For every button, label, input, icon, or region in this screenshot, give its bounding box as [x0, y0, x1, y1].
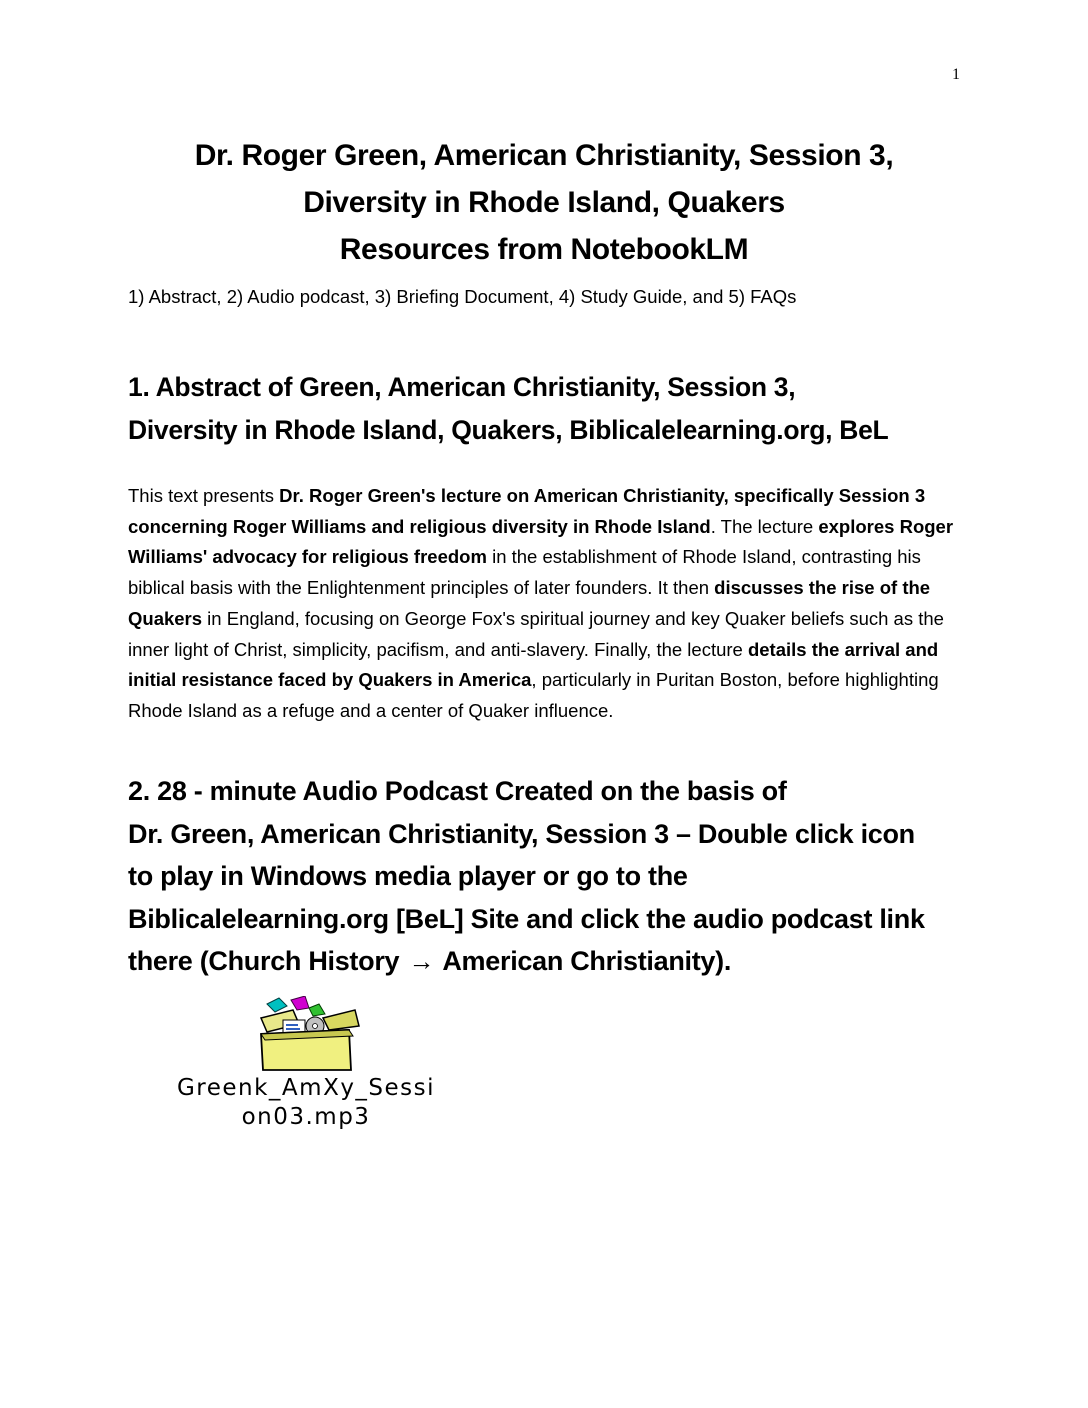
abstract-text-2: . The lecture — [710, 515, 819, 537]
media-file-label[interactable] — [130, 1074, 482, 1132]
podcast-heading-line-5 — [128, 940, 978, 983]
document-title — [110, 132, 978, 273]
title-line-1: Dr. Roger Green, American Christianity, Session 3, — [194, 139, 894, 172]
abstract-bold-4: details the arrival and initial resistance faced by Quakers in America — [128, 638, 939, 691]
abstract-text-4: in England, focusing on George Fox's spiritual journey and key Quaker beliefs such as the inner light of Christ, simplicity, pacifism, and anti-slavery. Finally, the lecture — [128, 607, 944, 660]
media-file-label-line-1: Greenk_AmXy_Sessi — [176, 1075, 436, 1101]
podcast-heading-line-3: to play in Windows media player or go to the — [128, 861, 688, 891]
abstract-paragraph — [128, 481, 970, 727]
arrow-right-icon: → — [408, 946, 435, 976]
media-file-label-line-2: on03.mp3 — [241, 1104, 371, 1130]
podcast-heading-line-5b: American Christianity). — [442, 946, 732, 976]
podcast-heading-line-5a: there (Church History — [128, 946, 400, 976]
page-number: 1 — [952, 66, 960, 83]
podcast-heading-line-2: Dr. Green, American Christianity, Session 3 – Double click icon — [128, 818, 915, 849]
abstract-bold-1: Dr. Roger Green's lecture on American Christianity, specifically Session 3 concerning Roger Williams and religious diversity in Rhode Island — [128, 485, 926, 537]
title-line-3: Resources from NotebookLM — [339, 233, 749, 266]
abstract-text-5: , particularly in Puritan Boston, before highlighting Rhode Island as a refuge and a center of Quaker influence. — [128, 669, 939, 721]
podcast-heading-line-1: 2. 28 - minute Audio Podcast Created on the basis of — [128, 776, 787, 806]
podcast-heading-line-4: Biblicalelearning.org [BeL] Site and click the audio podcast link — [128, 903, 925, 934]
resources-list: 1) Abstract, 2) Audio podcast, 3) Briefing Document, 4) Study Guide, and 5) FAQs — [128, 286, 797, 307]
abstract-text-1: This text presents — [128, 485, 280, 506]
abstract-heading-line-2: Diversity in Rhode Island, Quakers, Biblicalelearning.org, BeL — [128, 415, 889, 445]
abstract-bold-2: explores Roger Williams' advocacy for religious freedom — [128, 515, 954, 568]
abstract-heading-line-1: 1. Abstract of Green, American Christianity, Session 3, — [128, 372, 796, 402]
podcast-heading — [128, 770, 978, 983]
abstract-bold-3: discusses the rise of the Quakers — [128, 577, 931, 629]
abstract-text-3: in the establishment of Rhode Island, contrasting his biblical basis with the Enlightenment principles of later founders. It then — [128, 546, 921, 599]
title-line-2: Diversity in Rhode Island, Quakers — [303, 186, 785, 219]
media-package-icon[interactable] — [253, 996, 363, 1072]
abstract-heading — [128, 366, 978, 452]
